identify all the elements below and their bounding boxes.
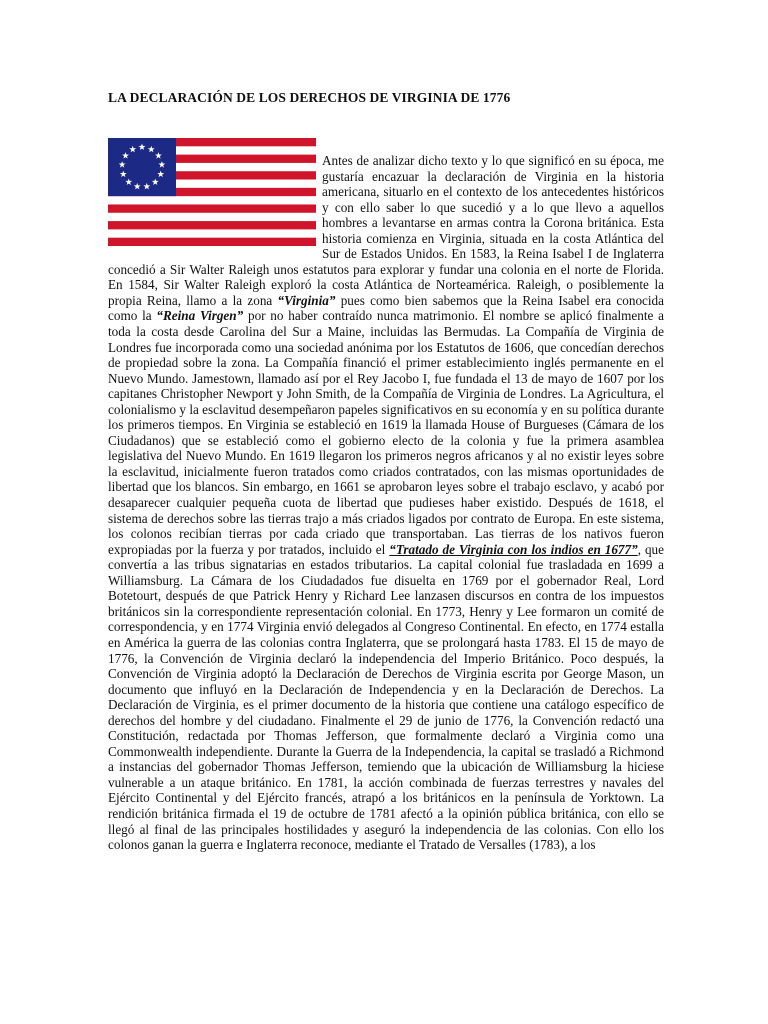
document-body (108, 153, 664, 853)
emphasis-virginia: “Virginia” (277, 292, 336, 308)
flag-text-wrap-spacer (108, 153, 322, 261)
emphasis-reina-virgen: “Reina Virgen” (156, 308, 244, 324)
body-text-part-4: , que convertía a las tribus signatarias en estados tributarios. La capital colonial fue trasladada en 1699 a Williamsburg. La Cámara de los Ciudadados fue disuelta en 1769 por el gobernador Real, Lord Botetourt, después de que Patrick Henry y Richard Lee lanzasen discursos en contra de los impuestos británicos sin la correspondiente representación colonial. En 1773, Henry y Lee formaron un comité de correspondencia, y en 1774 Virginia envió delegados al Congreso Continental. En efecto, en 1774 estalla en América la guerra de las colonias contra Inglaterra, que se prolongará hasta 1783. El 15 de mayo de 1776, la Convención de Virginia declaró la independencia del Imperio Británico. Poco después, la Convención de Virginia adoptó la Declaración de Derechos de Virginia escrita por George Mason, un documento que influyó en la Declaración de Independencia y en la Declaración de Derechos. La Declaración de Virginia, es el primer documento de la historia que contiene una catálogo específico de derechos del hombre y del ciudadano. Finalmente el 29 de junio de 1776, la Convención redactó una Constitución, redactada por Thomas Jefferson, que formalmente declaró a Virginia como una Commonwealth independiente. Durante la Guerra de la Independencia, la capital se trasladó a Richmond a instancias del gobernador Thomas Jefferson, temiendo que la ubicación de Williamsburg la hiciese vulnerable a un ataque británico. En 1781, la acción combinada de fuerzas terrestres y navales del Ejército Continental y del Ejército francés, atrapó a los británicos en la península de Yorktown. La rendición británica firmada el 19 de octubre de 1781 afectó a la opinión pública británica, con ello se llegó al final de las principales hostilidades y aseguró la independencia de las colonias. Con ello los colonos ganan la guerra e Inglaterra reconoce, mediante el Tratado de Versalles (1783), a los (108, 541, 664, 853)
emphasis-tratado-virginia: “Tratado de Virginia con los indios en 1677” (389, 541, 638, 557)
body-text-part-2: pues como bien sabemos que la Reina Isabel era conocida como la (108, 292, 664, 324)
document-title: LA DECLARACIÓN DE LOS DERECHOS DE VIRGINIA DE 1776 (108, 90, 511, 105)
body-text-part-1: Antes de analizar dicho texto y lo que significó en su época, me gustaría encazuar la declaración de Virginia en la historia americana, situarlo en el contexto de los antecedentes históricos y con ello saber lo que sucedió y a lo que llevo a aquellos hombres a levantarse en armas contra la Corona británica. Esta historia comienza en Virginia, situada en la costa Atlántica del Sur de Estados Unidos. En 1583, la Reina Isabel I de Inglaterra concedió a Sir Walter Raleigh unos estatutos para explorar y fundar una colonia en el norte de Florida. En 1584, Sir Walter Raleigh exploró la costa Atlántica de Norteamérica. Raleigh, o posiblemente la propia Reina, llamo a la zona (108, 153, 664, 308)
body-text-part-3: por no haber contraído nunca matrimonio. El nombre se aplicó finalmente a toda la costa desde Carolina del Sur a Maine, incluidas las Bermudas. La Compañía de Virginia de Londres fue incorporada como una sociedad anónima por los Estatutos de 1606, que concedían derechos de propiedad sobre la zona. La Compañía financió el primer establecimiento inglés permanente en el Nuevo Mundo. Jamestown, llamado así por el Rey Jacobo I, fue fundada el 13 de mayo de 1607 por los capitanes Christopher Newport y John Smith, de la Compañía de Virginia de Londres. La Agricultura, el colonialismo y la esclavitud desempeñaron papeles significativos en su economía y en su política durante los primeros tiempos. En Virginia se estableció en 1619 la llamada House of Burgueses (Cámara de los Ciudadanos) que se estableció como el gobierno electo de la colonia y fue la primera asamblea legislativa del Nuevo Mundo. En 1619 llegaron los primeros negros africanos y al no existir leyes sobre la esclavitud, inicialmente fueron tratados como criados contratados, con las mismas oportunidades de libertad que los blancos. Sin embargo, en 1661 se aprobaron leyes sobre el trabajo esclavo, y acabó por desaparecer cualquier pequeña cuota de libertad que pudieses haber existido. Después de 1618, el sistema de derechos sobre las tierras trajo a más criados ligados por contrato de Europa. En este sistema, los colonos recibían tierras por cada criado que transportaban. Las tierras de los nativos fueron expropiadas por la fuerza y por tratados, incluido el (108, 308, 665, 557)
